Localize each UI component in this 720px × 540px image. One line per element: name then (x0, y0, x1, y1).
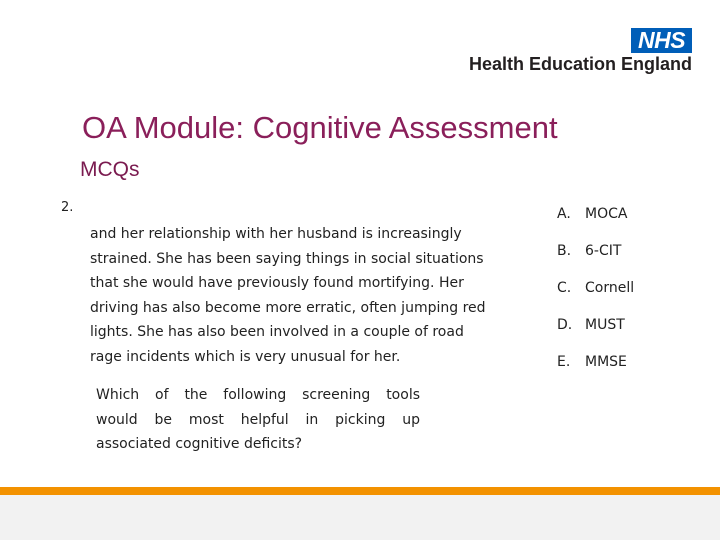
option-text: 6-CIT (585, 243, 622, 259)
slide-title: OA Module: Cognitive Assessment (82, 110, 558, 145)
case-line: strained. She has been saying things in social situations (90, 250, 484, 267)
prompt-line: Which of the following screening tools (96, 387, 420, 403)
slide-subtitle: MCQs (80, 158, 140, 181)
option-e[interactable] (557, 350, 634, 387)
option-letter: E. (557, 354, 571, 370)
option-d[interactable] (557, 313, 634, 350)
option-letter: D. (557, 317, 573, 333)
case-line: driving has also become more erratic, often jumping red (90, 299, 486, 316)
prompt-line: would be most helpful in picking up (96, 411, 420, 428)
nhs-logo: NHS (631, 28, 692, 53)
option-b[interactable] (557, 239, 634, 276)
org-name: Health Education England (468, 54, 692, 74)
case-line: lights. She has also been involved in a couple of road (90, 324, 464, 341)
prompt-line: associated cognitive deficits? (96, 436, 303, 453)
footer-band (0, 495, 720, 540)
case-description (90, 222, 510, 370)
option-a[interactable] (557, 202, 634, 239)
option-text: Cornell (585, 280, 635, 296)
answer-options (557, 202, 634, 387)
case-line: and her relationship with her husband is increasingly (90, 226, 462, 242)
option-letter: A. (557, 206, 571, 222)
case-line: rage incidents which is very unusual for her. (90, 348, 401, 365)
option-letter: C. (557, 280, 572, 296)
question-number: 2. (61, 200, 74, 215)
question-prompt (96, 383, 420, 457)
case-line: that she would have previously found mortifying. Her (90, 275, 464, 292)
option-letter: B. (557, 243, 572, 259)
option-c[interactable] (557, 276, 634, 313)
option-text: MUST (585, 317, 625, 333)
option-text: MMSE (585, 354, 627, 370)
option-text: MOCA (585, 206, 628, 222)
